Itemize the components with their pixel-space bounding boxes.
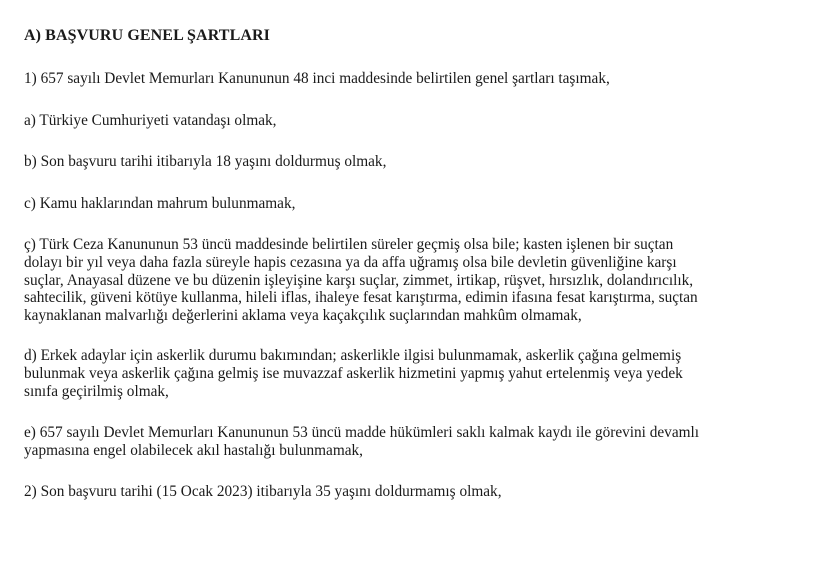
requirement-e-line: e) 657 sayılı Devlet Memurları Kanununun 53 üncü madde hükümleri saklı kalmak kaydı ile görevini devamlı — [24, 424, 700, 442]
requirement-cc-line: dolayı bir yıl veya daha fazla süreyle hapis cezasına ya da affa uğramış olsa bile devletin güvenliğine karşı — [24, 253, 677, 271]
requirement-b — [24, 153, 806, 171]
requirement-d-line: sınıfa geçirilmiş olmak, — [24, 382, 169, 400]
requirement-e — [24, 424, 806, 459]
requirement-a-text: a) Türkiye Cumhuriyeti vatandaşı olmak, — [24, 111, 277, 129]
requirement-1-text: 1) 657 sayılı Devlet Memurları Kanununun 48 inci maddesinde belirtilen genel şartları taşımak, — [24, 70, 610, 87]
requirement-cc-line: kaynaklanan malvarlığı değerlerini aklama veya kaçakçılık suçlarından mahkûm olmamak, — [24, 306, 582, 324]
requirement-b-text: b) Son başvuru tarihi itibarıyla 18 yaşını doldurmuş olmak, — [24, 153, 387, 171]
requirement-c — [24, 195, 806, 213]
requirement-d — [24, 347, 806, 400]
requirement-d-line: bulunmak veya askerlik çağına gelmiş ise muvazzaf askerlik hizmetini yapmış yahut ertelenmiş veya yedek — [24, 364, 683, 382]
requirement-1 — [24, 70, 806, 88]
requirement-d-line: d) Erkek adaylar için askerlik durumu bakımından; askerlikle ilgisi bulunmamak, askerlik çağına gelmemiş — [24, 347, 682, 365]
requirement-cc — [24, 236, 806, 324]
requirement-c-text: c) Kamu haklarından mahrum bulunmamak, — [24, 194, 296, 212]
requirement-2 — [24, 483, 806, 501]
section-heading: A) BAŞVURU GENEL ŞARTLARI — [24, 27, 270, 44]
requirement-e-line: yapmasına engel olabilecek akıl hastalığı bulunmamak, — [24, 441, 363, 459]
requirement-a — [24, 112, 806, 130]
requirement-2-text: 2) Son başvuru tarihi (15 Ocak 2023) itibarıyla 35 yaşını doldurmamış olmak, — [24, 483, 502, 501]
requirement-cc-line: sahtecilik, güveni kötüye kullanma, hileli iflas, ihaleye fesat karıştırma, edimin ifasına fesat karıştırma, suçtan — [24, 289, 698, 307]
requirement-cc-line: ç) Türk Ceza Kanununun 53 üncü maddesinde belirtilen süreler geçmiş olsa bile; kasten işlenen bir suçtan — [24, 236, 674, 254]
requirement-cc-line: suçlar, Anayasal düzene ve bu düzenin işleyişine karşı suçlar, zimmet, irtikap, rüşvet, hırsızlık, dolandırıcılık, — [24, 271, 694, 289]
document-body — [24, 26, 806, 525]
